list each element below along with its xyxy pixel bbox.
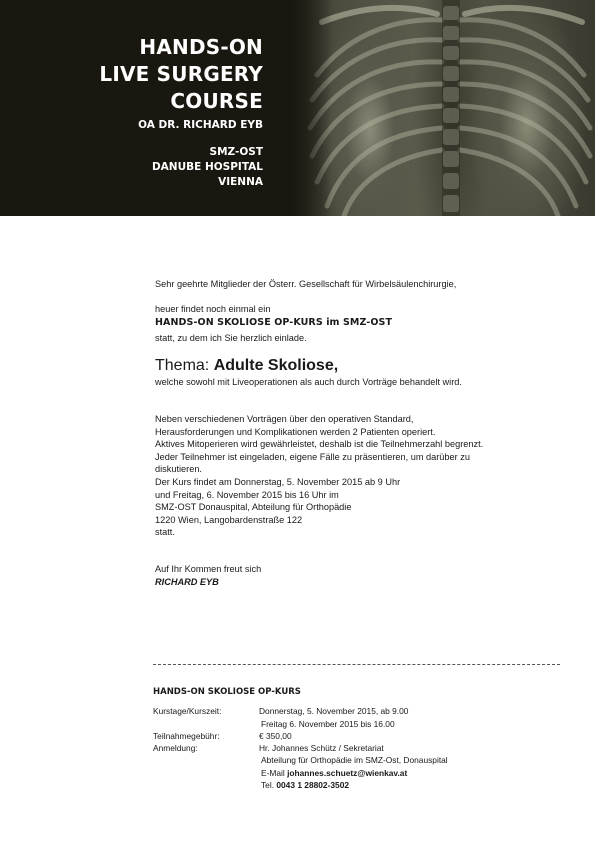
- body-line: Jeder Teilnehmer ist eingeladen, eigene Fälle zu präsentieren, um darüber zu: [155, 451, 470, 462]
- date-second: Freitag 6. November 2015 bis 16.00: [261, 718, 395, 729]
- dates-label: Kurstage/Kurszeit:: [153, 706, 222, 717]
- xray-fade: [292, 0, 332, 216]
- body-line: Aktives Mitoperieren wird gewährleistet, deshalb ist die Teilnehmerzahl begrenzt.: [155, 439, 484, 450]
- course-author: OA DR. RICHARD EYB: [138, 119, 263, 131]
- body-line: SMZ-OST Donauspital, Abteilung für Orthopädie: [155, 502, 352, 513]
- dashed-divider: [153, 664, 560, 665]
- course-title-line: HANDS-ON: [139, 35, 263, 59]
- course-title: [99, 34, 263, 115]
- info-row-dates: [153, 705, 563, 730]
- xray-image: [292, 0, 595, 216]
- header-banner: [0, 0, 595, 216]
- salutation: Sehr geehrte Mitglieder der Österr. Gesellschaft für Wirbelsäulenchirurgie,: [155, 279, 457, 289]
- body-line: diskutieren.: [155, 464, 202, 475]
- topic-description: welche sowohl mit Liveoperationen als auch durch Vorträge behandelt wird.: [155, 377, 462, 388]
- topic-heading: [155, 356, 565, 376]
- location-line: DANUBE HOSPITAL: [151, 161, 263, 173]
- body-line: Herausforderungen und Komplikationen werden 2 Patienten operiert.: [155, 426, 436, 437]
- body-line: 1220 Wien, Langobardenstraße 122: [155, 514, 303, 525]
- registration-label: Anmeldung:: [153, 743, 198, 754]
- course-location: [99, 145, 263, 190]
- contact-email-line: [259, 767, 563, 779]
- phone-number[interactable]: 0043 1 28802-3502: [276, 780, 350, 791]
- email-prefix: E-Mail: [261, 767, 285, 778]
- signature-name: RICHARD EYB: [155, 576, 219, 587]
- topic-title: Adulte Skoliose,: [213, 357, 339, 375]
- contact-phone-line: [259, 779, 563, 791]
- course-info-block: [153, 686, 563, 791]
- course-title-line: LIVE SURGERY: [99, 62, 263, 86]
- date-first: Donnerstag, 5. November 2015, ab 9.00: [259, 706, 409, 717]
- info-row-fee: [153, 730, 563, 742]
- course-title-line: COURSE: [170, 89, 263, 113]
- email-link[interactable]: johannes.schuetz@wienkav.at: [287, 767, 408, 778]
- body-line: statt.: [155, 527, 175, 538]
- invitation-letter: [155, 278, 565, 588]
- fee-value: € 350,00: [259, 730, 292, 741]
- xray-ribs-graphic: [292, 0, 595, 216]
- fee-label: Teilnahmegebühr:: [153, 730, 220, 741]
- topic-prefix: Thema:: [155, 357, 210, 375]
- body-line: Neben verschiedenen Vorträgen über den operativen Standard,: [155, 413, 414, 424]
- info-row-registration: [153, 742, 563, 791]
- info-title: HANDS-ON SKOLIOSE OP-KURS: [153, 687, 301, 697]
- body-line: Der Kurs findet am Donnerstag, 5. November 2015 ab 9 Uhr: [155, 476, 401, 487]
- location-line: SMZ-OST: [209, 146, 263, 158]
- invite-text: statt, zu dem ich Sie herzlich einlade.: [155, 332, 307, 343]
- closing-text: Auf Ihr Kommen freut sich: [155, 563, 262, 574]
- letter-body: [155, 413, 565, 539]
- contact-name: Hr. Johannes Schütz / Sekretariat: [259, 743, 384, 754]
- body-line: und Freitag, 6. November 2015 bis 16 Uhr im: [155, 489, 339, 500]
- location-line: VIENNA: [218, 176, 263, 188]
- intro-text: heuer findet noch einmal ein: [155, 303, 271, 314]
- phone-prefix: Tel.: [261, 780, 275, 791]
- banner-text: [99, 34, 263, 190]
- course-name: HANDS-ON SKOLIOSE OP-KURS im SMZ-OST: [155, 317, 393, 329]
- contact-department: Abteilung für Orthopädie im SMZ-Ost, Donauspital: [261, 755, 448, 766]
